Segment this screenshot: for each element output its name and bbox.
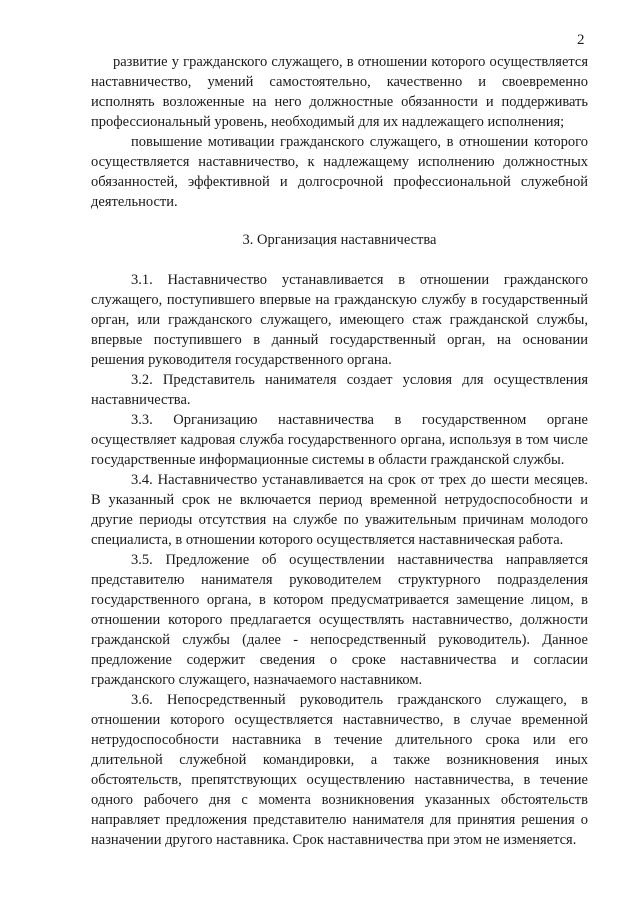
paragraph-3-3: 3.3. Организацию наставничества в государственном органе осуществляет кадровая служба государственного органа, используя в том числе государственные информационные системы в области гражданской службы.	[91, 412, 588, 468]
paragraph-3-2: 3.2. Представитель нанимателя создает условия для осуществления наставничества.	[91, 372, 588, 408]
intro-paragraph: развитие у гражданского служащего, в отношении которого осуществляется наставничество, умений самостоятельно, качественно и своевременно исполнять возложенные на него должностные обязанности и поддерживать профессиональный уровень, необходимый для их надлежащего исполнения;	[91, 54, 588, 130]
section-heading: 3. Организация наставничества	[242, 232, 437, 248]
intro-paragraph: повышение мотивации гражданского служащего, в отношении которого осуществляется наставничество, к надлежащему исполнению должностных обязанностей, эффективной и долгосрочной профессиональной служебной деятельности.	[91, 134, 588, 210]
paragraph-3-6: 3.6. Непосредственный руководитель гражданского служащего, в отношении которого осуществляется наставничество, в случае временной нетрудоспособности наставника в течение длительного срока или его длительной служебной командировки, а также возникновения иных обстоятельств, препятствующих осуществлению наставничества, в течение одного рабочего дня с момента возникновения указанных обстоятельств направляет предложения представителю нанимателя для принятия решения о назначении другого наставника. Срок наставничества при этом не изменяется.	[91, 692, 588, 848]
page-number: 2	[577, 32, 585, 48]
paragraph-3-5: 3.5. Предложение об осуществлении наставничества направляется представителю нанимателя руководителем структурного подразделения государственного органа, в котором предусматривается замещение лицом, в отношении которого предлагается осуществлять наставничество, должности гражданской службы (далее - непосредственный руководитель). Данное предложение содержит сведения о сроке наставничества и согласии гражданского служащего, назначаемого наставником.	[91, 552, 588, 688]
document-body	[91, 52, 588, 850]
paragraph-3-4: 3.4. Наставничество устанавливается на срок от трех до шести месяцев. В указанный срок не включается период временной нетрудоспособности и другие периоды отсутствия на службе по уважительным причинам молодого специалиста, в отношении которого осуществляется наставническая работа.	[91, 472, 588, 548]
paragraph-3-1: 3.1. Наставничество устанавливается в отношении гражданского служащего, поступившего впервые на гражданскую службу в государственный орган, или гражданского служащего, имеющего стаж гражданской службы, впервые поступившего в данный государственный орган, на основании решения руководителя государственного органа.	[91, 272, 588, 368]
